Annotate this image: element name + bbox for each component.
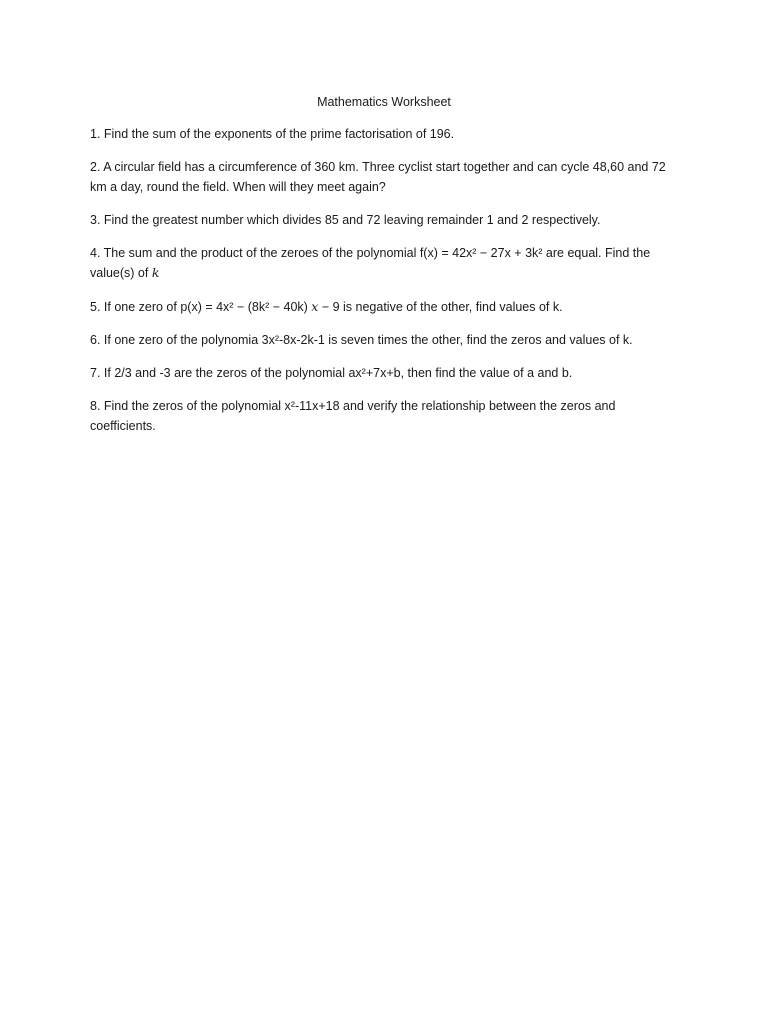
question-3: [90, 211, 682, 231]
question-6: [90, 331, 682, 351]
question-4: [90, 244, 682, 284]
question-8: [90, 397, 682, 436]
question-1: [90, 125, 682, 145]
question-3-text: 3. Find the greatest number which divides 85 and 72 leaving remainder 1 and 2 respectively.: [90, 212, 601, 227]
question-4-math-variable: k: [151, 265, 160, 280]
question-list: [90, 125, 682, 450]
question-5-text-start: 5. If one zero of p(x) = 4x² − (8k² − 40k): [90, 300, 312, 314]
question-4-text: 4. The sum and the product of the zeroes of the polynomial f(x) = 42x² − 27x + 3k² are equal. Find the value(s) of: [90, 245, 651, 280]
question-5: [90, 297, 682, 318]
worksheet-title: Mathematics Worksheet: [317, 95, 451, 109]
question-5-math-variable: x: [311, 299, 319, 314]
question-2-text: 2. A circular field has a circumference of 360 km. Three cyclist start together and can cycle 48,60 and 72 km a day, round the field. When will they meet again?: [90, 160, 666, 194]
question-7: [90, 364, 682, 384]
question-2: [90, 158, 682, 197]
question-1-text: 1. Find the sum of the exponents of the prime factorisation of 196.: [90, 127, 455, 141]
question-8-text: 8. Find the zeros of the polynomial x²-11x+18 and verify the relationship between the zeros and coefficients.: [90, 399, 616, 433]
question-6-text: 6. If one zero of the polynomia 3x²-8x-2k-1 is seven times the other, find the zeros and values of k.: [90, 333, 633, 347]
question-5-text-end: − 9 is negative of the other, find values of k.: [318, 300, 563, 314]
question-7-text: 7. If 2/3 and -3 are the zeros of the polynomial ax²+7x+b, then find the value of a and b.: [90, 366, 573, 380]
